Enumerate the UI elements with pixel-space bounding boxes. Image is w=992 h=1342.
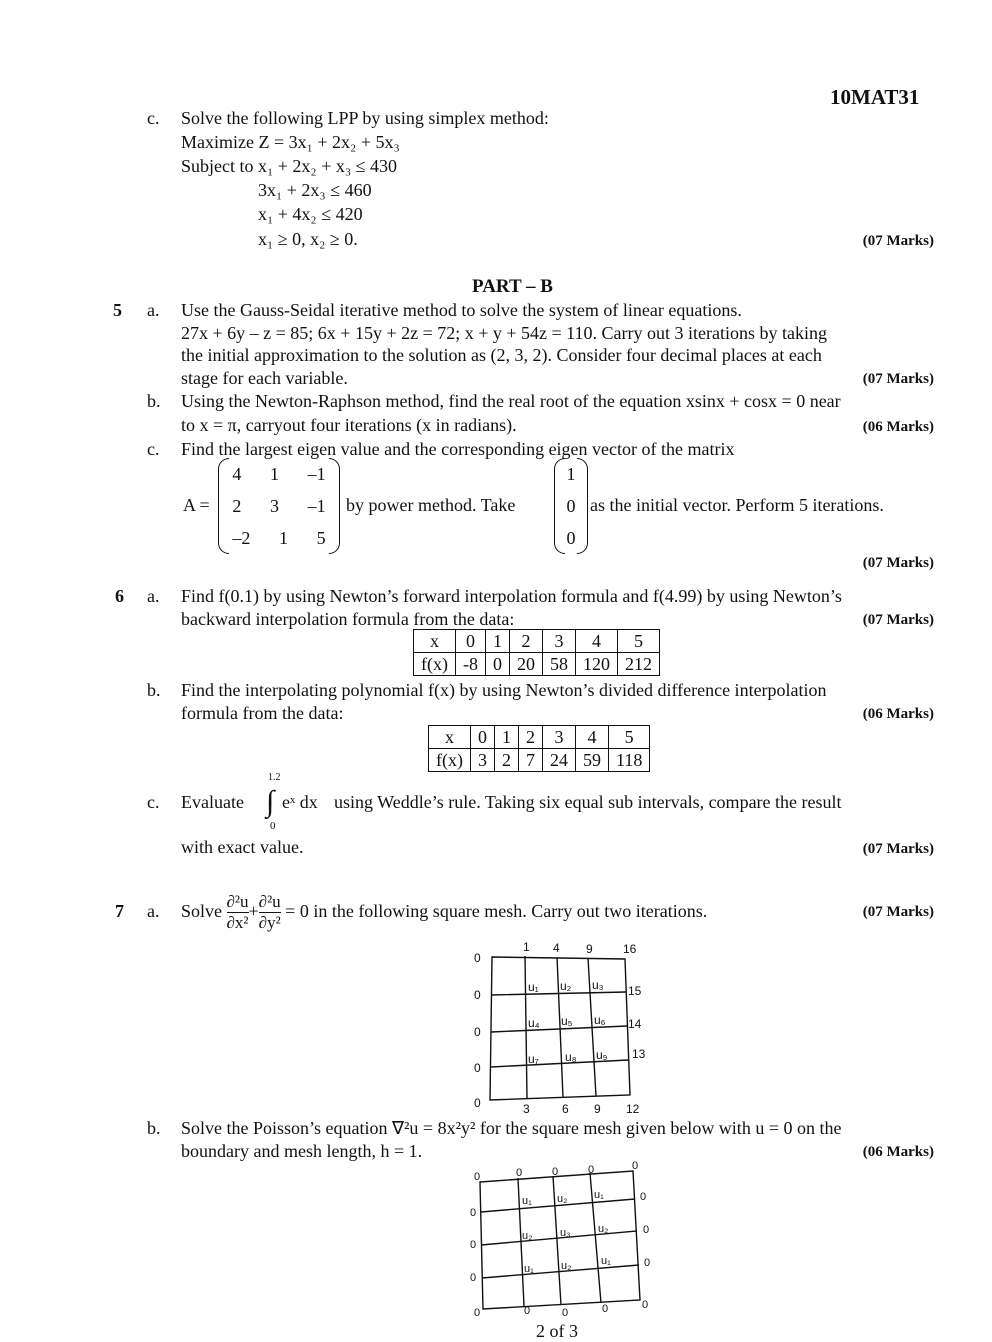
question-label: a. <box>147 901 160 921</box>
data-table <box>413 629 660 676</box>
mesh-node-label: u₈ <box>565 1050 577 1064</box>
numerator: ∂²u <box>258 892 281 912</box>
question-label: a. <box>147 586 160 606</box>
integral-sign: ∫ <box>266 785 275 818</box>
table-cell: 3 <box>542 726 575 749</box>
vector-cell: 0 <box>566 496 576 516</box>
table-row <box>414 653 660 676</box>
boundary-value: 0 <box>643 1224 650 1236</box>
boundary-value: 13 <box>632 1047 646 1061</box>
denominator: ∂y² <box>258 913 281 933</box>
marks: (07 Marks) <box>862 371 934 387</box>
boundary-value: 0 <box>644 1257 651 1269</box>
table-cell: 24 <box>542 749 575 772</box>
data-table <box>428 725 650 772</box>
boundary-value: 0 <box>474 1307 481 1319</box>
table-cell: 120 <box>575 653 617 676</box>
table-cell: 7 <box>518 749 542 772</box>
mesh-node-label: u₃ <box>560 1227 571 1239</box>
matrix-cell: –1 <box>307 496 326 516</box>
laplace-equation <box>181 888 707 934</box>
fraction <box>259 892 281 933</box>
boundary-value: 9 <box>594 1102 601 1115</box>
question-text: Solve <box>181 901 223 921</box>
mesh-node-label: u₁ <box>594 1189 604 1201</box>
vector-cell: 0 <box>566 528 576 548</box>
table-cell: 4 <box>575 726 608 749</box>
marks: (07 Marks) <box>862 904 934 920</box>
plus-sign: + <box>248 901 259 921</box>
question-text: Find f(0.1) by using Newton’s forward interpolation formula and f(4.99) by using Newton’s <box>181 586 842 606</box>
mesh-node-label: u₁ <box>528 980 539 994</box>
matrix-a <box>218 458 340 554</box>
matrix-cell: –1 <box>307 464 326 484</box>
initial-vector <box>554 458 588 554</box>
mesh-node-label: u₂ <box>557 1193 568 1205</box>
question-text: Using the Newton-Raphson method, find the real root of the equation xsinx + cosx = 0 near <box>181 391 841 411</box>
table-row <box>429 749 650 772</box>
table-cell: 5 <box>608 726 649 749</box>
denominator: ∂x² <box>226 913 249 933</box>
question-text: the initial approximation to the solution as (2, 3, 2). Consider four decimal places at each <box>181 345 822 365</box>
mesh-node-label: u₁ <box>522 1195 532 1207</box>
question-text: Find the interpolating polynomial f(x) by using Newton’s divided difference interpolation <box>181 680 827 700</box>
numerator: ∂²u <box>226 892 249 912</box>
page-number: 2 of 3 <box>536 1321 578 1341</box>
question-label: b. <box>147 680 161 700</box>
question-text: with exact value. <box>181 837 304 857</box>
table-cell: 0 <box>455 630 485 653</box>
question-text: Solve the Poisson’s equation ∇²u = 8x²y² for the square mesh given below with u = 0 on the <box>181 1118 842 1138</box>
question-text: backward interpolation formula from the data: <box>181 609 515 629</box>
boundary-value: 0 <box>524 1305 531 1317</box>
table-cell: x <box>414 630 456 653</box>
question-text: Subject to x₁ + 2x₂ + x₃ ≤ 430 <box>181 156 397 176</box>
boundary-value: 0 <box>470 1272 477 1284</box>
marks: (06 Marks) <box>862 706 934 722</box>
mesh-node-label: u₇ <box>528 1052 539 1066</box>
table-cell: 5 <box>617 630 659 653</box>
table-cell: x <box>429 726 471 749</box>
marks: (07 Marks) <box>862 555 934 571</box>
mesh-node-label: u₆ <box>594 1013 606 1027</box>
boundary-value: 0 <box>552 1166 559 1178</box>
question-text: using Weddle’s rule. Taking six equal sub intervals, compare the result <box>334 792 842 812</box>
boundary-value: 3 <box>523 1102 530 1115</box>
boundary-value: 0 <box>474 1096 481 1110</box>
vector-cell: 1 <box>566 464 576 484</box>
question-text: x₁ ≥ 0, x₂ ≥ 0. <box>258 229 358 249</box>
question-label: a. <box>147 300 160 320</box>
question-number: 6 <box>115 586 124 606</box>
boundary-value: 0 <box>640 1191 647 1203</box>
question-text: 3x₁ + 2x₃ ≤ 460 <box>258 180 372 200</box>
boundary-value: 0 <box>470 1239 477 1251</box>
question-label: c. <box>147 108 160 128</box>
table-cell: 2 <box>518 726 542 749</box>
boundary-value: 0 <box>632 1160 639 1172</box>
question-label: b. <box>147 391 161 411</box>
marks: (06 Marks) <box>862 419 934 435</box>
boundary-value: 0 <box>474 951 481 965</box>
boundary-value: 0 <box>474 1061 481 1075</box>
question-text: as the initial vector. Perform 5 iterations. <box>590 495 884 515</box>
question-number: 7 <box>115 901 124 921</box>
boundary-value: 16 <box>623 942 637 956</box>
mesh-node-label: u₉ <box>596 1048 608 1062</box>
matrix-cell: –2 <box>232 528 251 548</box>
table-cell: 3 <box>542 630 575 653</box>
table-cell: 4 <box>575 630 617 653</box>
boundary-value: 0 <box>642 1299 649 1311</box>
mesh-node-label: u₃ <box>592 978 604 992</box>
table-cell: 59 <box>575 749 608 772</box>
table-cell: 2 <box>509 630 542 653</box>
question-label: c. <box>147 792 160 812</box>
question-text: = 0 in the following square mesh. Carry out two iterations. <box>285 901 708 921</box>
matrix-cell: 2 <box>232 496 242 516</box>
mesh-node-label: u₁ <box>524 1263 534 1275</box>
boundary-value: 15 <box>628 984 642 998</box>
table-cell: f(x) <box>429 749 471 772</box>
question-text: boundary and mesh length, h = 1. <box>181 1141 423 1161</box>
table-row <box>414 630 660 653</box>
marks: (07 Marks) <box>862 841 934 857</box>
question-number: 5 <box>113 300 122 320</box>
laplace-mesh-diagram <box>460 935 660 1115</box>
integral-lower-limit: 0 <box>270 820 276 832</box>
matrix-cell: 3 <box>269 496 279 516</box>
mesh-node-label: u₄ <box>528 1016 540 1030</box>
question-text: formula from the data: <box>181 703 344 723</box>
table-cell: 2 <box>494 749 518 772</box>
mesh-node-label: u₂ <box>561 1260 572 1272</box>
boundary-value: 0 <box>474 988 481 1002</box>
table-cell: 118 <box>608 749 649 772</box>
poisson-mesh-diagram <box>460 1160 660 1320</box>
question-label: b. <box>147 1118 161 1138</box>
question-text: Solve the following LPP by using simplex method: <box>181 108 549 128</box>
question-label: c. <box>147 439 160 459</box>
boundary-value: 0 <box>474 1025 481 1039</box>
table-row <box>429 726 650 749</box>
question-text: by power method. Take <box>346 495 516 515</box>
question-text: Use the Gauss-Seidal iterative method to solve the system of linear equations. <box>181 300 742 320</box>
matrix-cell: 4 <box>232 464 242 484</box>
table-cell: 20 <box>509 653 542 676</box>
table-cell: 1 <box>485 630 509 653</box>
fraction <box>227 892 249 933</box>
boundary-value: 0 <box>470 1207 477 1219</box>
marks: (07 Marks) <box>862 233 934 249</box>
question-text: Find the largest eigen value and the corresponding eigen vector of the matrix <box>181 439 735 459</box>
integrand: eˣ dx <box>282 792 318 812</box>
marks: (06 Marks) <box>862 1144 934 1160</box>
matrix-label: A = <box>183 495 210 515</box>
boundary-value: 0 <box>588 1164 595 1176</box>
boundary-value: 0 <box>516 1167 523 1179</box>
table-cell: 212 <box>617 653 659 676</box>
boundary-value: 0 <box>474 1171 481 1183</box>
marks: (07 Marks) <box>862 612 934 628</box>
mesh-node-label: u₅ <box>561 1014 573 1028</box>
matrix-cell: 1 <box>269 464 279 484</box>
boundary-value: 0 <box>602 1303 609 1315</box>
boundary-value: 4 <box>553 941 560 955</box>
question-text: stage for each variable. <box>181 368 348 388</box>
table-cell: 1 <box>494 726 518 749</box>
table-cell: 0 <box>470 726 494 749</box>
part-title: PART – B <box>472 276 553 297</box>
boundary-value: 0 <box>562 1307 569 1319</box>
boundary-value: 6 <box>562 1102 569 1115</box>
table-cell: 3 <box>470 749 494 772</box>
question-text: to x = π, carryout four iterations (x in radians). <box>181 415 517 435</box>
question-text: x₁ + 4x₂ ≤ 420 <box>258 204 363 224</box>
question-text: 27x + 6y – z = 85; 6x + 15y + 2z = 72; x + y + 54z = 110. Carry out 3 iterations by taking <box>181 323 827 343</box>
boundary-value: 14 <box>628 1017 642 1031</box>
integral-upper-limit: 1.2 <box>268 772 281 783</box>
mesh-node-label: u₂ <box>522 1230 533 1242</box>
table-cell: f(x) <box>414 653 456 676</box>
table-cell: -8 <box>455 653 485 676</box>
matrix-cell: 5 <box>316 528 326 548</box>
paper-code: 10MAT31 <box>830 85 920 109</box>
table-cell: 58 <box>542 653 575 676</box>
table-cell: 0 <box>485 653 509 676</box>
question-text: Maximize Z = 3x₁ + 2x₂ + 5x₃ <box>181 132 400 152</box>
mesh-node-label: u₁ <box>601 1255 611 1267</box>
boundary-value: 9 <box>586 942 593 956</box>
matrix-cell: 1 <box>278 528 288 548</box>
mesh-node-label: u₂ <box>598 1223 609 1235</box>
boundary-value: 12 <box>626 1102 640 1115</box>
boundary-value: 1 <box>523 940 530 954</box>
question-text: Evaluate <box>181 792 244 812</box>
mesh-node-label: u₂ <box>560 979 572 993</box>
